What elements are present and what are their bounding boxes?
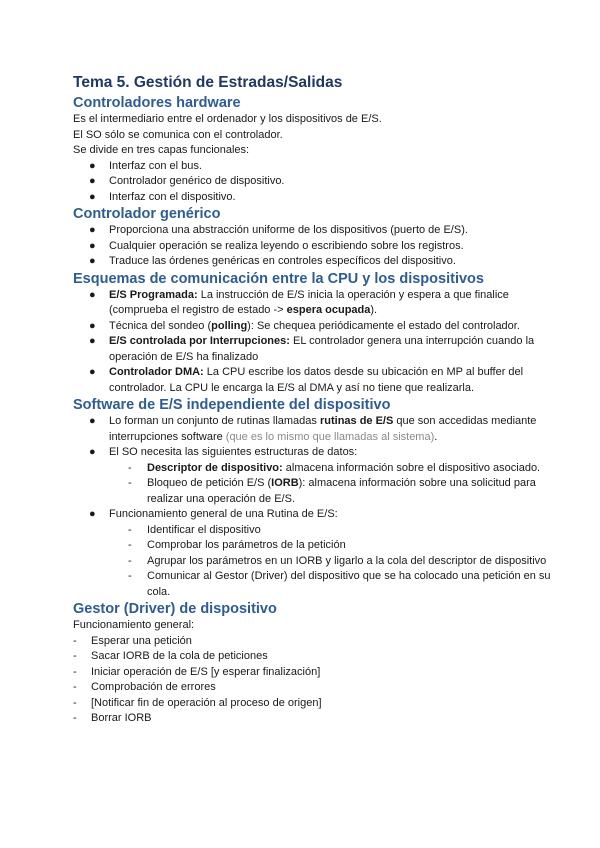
sub-list [128,523,560,601]
list-item: - [Notificar fin de operación al proceso de origen] [73,696,560,712]
section-heading-controladores-hardware: Controladores hardware [73,95,241,111]
paragraph: Es el intermediario entre el ordenador y los dispositivos de E/S. [73,113,382,125]
dash-marker: - [128,477,132,489]
bullet-marker: ● [89,190,96,203]
sub-list-item: - Comunicar al Gestor (Driver) del dispositivo que se ha colocado una petición en su cola. [128,570,551,598]
bullet-marker: ● [89,366,96,378]
dash-marker: - [73,696,77,709]
bullet-list [73,159,560,206]
list-item: - Comprobación de errores [73,680,560,696]
dash-marker: - [73,665,77,678]
bullet-list [73,414,560,600]
bullet-marker: ● [89,508,96,520]
list-item: ● Controlador DMA: La CPU escribe los datos desde su ubicación en MP al buffer del controlador. La CPU le encarga la E/S al DMA y así no tiene que realizarla. [89,366,524,394]
paragraph: El SO sólo se comunica con el controlador. [73,128,283,141]
dash-marker: - [128,570,132,582]
bullet-list [73,223,560,270]
list-item: ● Traduce las órdenes genéricas en controles específicos del dispositivo. [73,254,560,270]
dash-marker: - [73,681,77,693]
section-heading-software-es: Software de E/S independiente del dispositivo [73,397,391,413]
paragraph: Se divide en tres capas funcionales: [73,144,250,156]
dash-marker: - [128,554,132,567]
sub-list-item: - Bloqueo de petición E/S (IORB): almacena información sobre una solicitud para realizar una operación de E/S. [128,477,536,505]
bullet-marker: ● [89,415,96,427]
list-item: ● Proporciona una abstracción uniforme de los dispositivos (puerto de E/S). [73,223,560,239]
dash-marker: - [73,712,77,724]
sub-list-item: - Identificar el dispositivo [128,523,560,539]
dash-marker: - [73,650,77,662]
list-item: ● Interfaz con el dispositivo. [73,190,560,206]
dash-marker: - [128,523,132,536]
paragraph: Funcionamiento general: [73,619,195,631]
list-item: - Iniciar operación de E/S [y esperar finalización] [73,665,560,681]
list-item: ● El SO necesita las siguientes estructuras de datos: - Descriptor de dispositivo: almacena información sobre el dispositivo asociado. - Bloqueo de petición E/S (IORB): almacena información sobre una solicitud para realizar una operación de E/S. [73,445,560,507]
list-item: ● Funcionamiento general de una Rutina de E/S: - Identificar el dispositivo - Comprobar los parámetros de la petición - Agrupar los parámetros en un IORB y ligarlo a la cola del descriptor de dispositivo - Comunicar al Gestor (Driver) del dispositivo que se ha colocado una petición en su cola. [73,507,560,600]
sub-list-item: - Descriptor de dispositivo: almacena información sobre el dispositivo asociado. [128,461,560,477]
bullet-marker: ● [89,239,96,252]
list-item: ● Interfaz con el bus. [73,159,560,175]
bullet-marker: ● [89,224,96,236]
dash-marker: - [128,461,132,474]
bullet-marker: ● [89,446,96,458]
list-item: - Borrar IORB [73,711,560,727]
bullet-marker: ● [89,175,96,187]
sub-list-item: - Agrupar los parámetros en un IORB y ligarlo a la cola del descriptor de dispositivo [128,554,560,570]
list-item: - Sacar IORB de la cola de peticiones [73,649,560,665]
dash-list [73,634,560,727]
bullet-marker: ● [89,288,96,301]
sub-list [128,461,560,508]
sub-list-item: - Comprobar los parámetros de la petición [128,538,560,554]
list-item: ● Controlador genérico de dispositivo. [73,174,560,190]
list-item: ● E/S Programada: La instrucción de E/S inicia la operación y espera a que finalice (comprueba el registro de estado -> espera ocupada). [89,288,509,316]
list-item: ● Técnica del sondeo (polling): Se chequea periódicamente el estado del controlador. [73,319,560,335]
bullet-marker: ● [89,335,96,347]
list-item: ● E/S controlada por Interrupciones: EL controlador genera una interrupción cuando la operación de E/S ha finalizado [89,335,535,363]
page-title: Tema 5. Gestión de Estradas/Salidas [73,74,343,91]
list-item: ● Cualquier operación se realiza leyendo o escribiendo sobre los registros. [73,239,560,255]
dash-marker: - [128,539,132,551]
section-heading-controlador-generico: Controlador genérico [73,206,221,222]
dash-marker: - [73,634,77,647]
bullet-marker: ● [89,255,96,267]
bullet-list [73,288,560,397]
section-heading-gestor-driver: Gestor (Driver) de dispositivo [73,601,277,617]
section-heading-esquemas-comunicacion: Esquemas de comunicación entre la CPU y los dispositivos [73,270,484,287]
list-item: ● Lo forman un conjunto de rutinas llamadas rutinas de E/S que son accedidas mediante interrupciones software (que es lo mismo que llamadas al sistema). [89,415,537,443]
bullet-marker: ● [89,159,96,172]
bullet-marker: ● [89,319,96,332]
list-item: - Esperar una petición [73,634,560,650]
